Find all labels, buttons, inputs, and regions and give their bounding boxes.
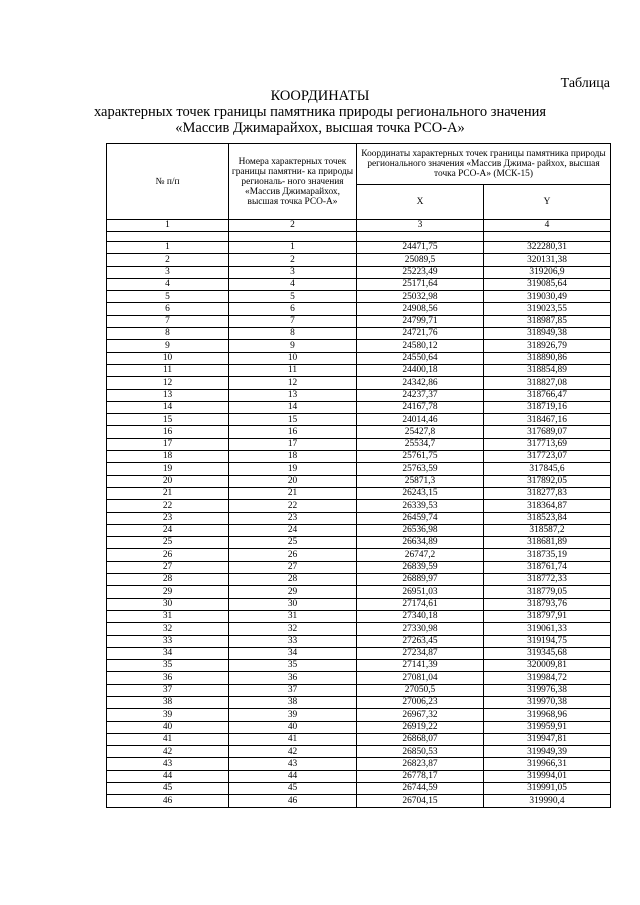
y-coordinate: 317689,07 (484, 426, 611, 438)
row-number: 31 (107, 610, 229, 622)
y-coordinate: 318772,33 (484, 574, 611, 586)
y-coordinate: 318761,74 (484, 561, 611, 573)
point-number: 14 (229, 401, 357, 413)
row-number: 11 (107, 364, 229, 376)
y-coordinate: 322280,31 (484, 242, 611, 254)
row-number: 16 (107, 426, 229, 438)
point-number: 37 (229, 684, 357, 696)
row-number: 2 (107, 254, 229, 266)
y-coordinate: 318793,76 (484, 598, 611, 610)
y-coordinate: 318797,91 (484, 610, 611, 622)
coordinates-table (106, 143, 611, 808)
table-row (107, 512, 611, 524)
y-coordinate: 320009,81 (484, 660, 611, 672)
x-coordinate: 26889,97 (357, 574, 484, 586)
table-row (107, 524, 611, 536)
x-coordinate: 24014,46 (357, 414, 484, 426)
table-row (107, 340, 611, 352)
x-coordinate: 26747,2 (357, 549, 484, 561)
y-coordinate: 318587,2 (484, 524, 611, 536)
x-coordinate: 27081,04 (357, 672, 484, 684)
point-number: 27 (229, 561, 357, 573)
row-number: 41 (107, 733, 229, 745)
title-line: «Массив Джимарайхох, высшая точка РСО-А» (175, 120, 465, 136)
y-coordinate: 319030,49 (484, 291, 611, 303)
x-coordinate: 27234,87 (357, 647, 484, 659)
row-number: 17 (107, 438, 229, 450)
y-coordinate: 319206,9 (484, 266, 611, 278)
table-row (107, 500, 611, 512)
x-coordinate: 26744,59 (357, 783, 484, 795)
y-coordinate: 319947,81 (484, 733, 611, 745)
header-coordinates: Координаты характерных точек границы памятника природы регионального значения «Массив Джима- райхох, высшая точка РСО-А» (МСК-15) (357, 144, 611, 185)
y-coordinate: 318779,05 (484, 586, 611, 598)
y-coordinate: 319991,05 (484, 783, 611, 795)
row-number: 25 (107, 537, 229, 549)
point-number: 22 (229, 500, 357, 512)
point-number: 29 (229, 586, 357, 598)
y-coordinate: 319959,91 (484, 721, 611, 733)
point-number: 11 (229, 364, 357, 376)
point-number: 5 (229, 291, 357, 303)
x-coordinate: 26778,17 (357, 770, 484, 782)
x-coordinate: 24550,64 (357, 352, 484, 364)
point-number: 15 (229, 414, 357, 426)
x-coordinate: 26951,03 (357, 586, 484, 598)
y-coordinate: 318719,16 (484, 401, 611, 413)
point-number: 46 (229, 795, 357, 807)
index-cell: 2 (229, 220, 357, 232)
point-number: 17 (229, 438, 357, 450)
spacer-cell (107, 232, 229, 242)
table-row (107, 672, 611, 684)
y-coordinate: 318277,83 (484, 487, 611, 499)
point-number: 42 (229, 746, 357, 758)
y-coordinate: 318735,19 (484, 549, 611, 561)
table-row (107, 487, 611, 499)
point-number: 26 (229, 549, 357, 561)
x-coordinate: 26919,22 (357, 721, 484, 733)
table-row (107, 278, 611, 290)
point-number: 19 (229, 463, 357, 475)
y-coordinate: 318949,38 (484, 328, 611, 340)
table-row (107, 684, 611, 696)
row-number: 30 (107, 598, 229, 610)
point-number: 36 (229, 672, 357, 684)
point-number: 4 (229, 278, 357, 290)
title-line: КООРДИНАТЫ (270, 88, 370, 104)
x-coordinate: 26839,59 (357, 561, 484, 573)
table-row (107, 537, 611, 549)
row-number: 20 (107, 475, 229, 487)
point-number: 43 (229, 758, 357, 770)
table-row (107, 635, 611, 647)
table-row (107, 303, 611, 315)
table-row (107, 438, 611, 450)
x-coordinate: 24721,76 (357, 328, 484, 340)
x-coordinate: 25089,5 (357, 254, 484, 266)
x-coordinate: 27340,18 (357, 610, 484, 622)
x-coordinate: 25032,98 (357, 291, 484, 303)
point-number: 8 (229, 328, 357, 340)
y-coordinate: 319970,38 (484, 696, 611, 708)
y-coordinate: 318987,85 (484, 315, 611, 327)
y-coordinate: 317723,07 (484, 451, 611, 463)
row-number: 37 (107, 684, 229, 696)
x-coordinate: 27330,98 (357, 623, 484, 635)
row-number: 26 (107, 549, 229, 561)
spacer-cell (357, 232, 484, 242)
row-number: 6 (107, 303, 229, 315)
y-coordinate: 319949,39 (484, 746, 611, 758)
row-number: 28 (107, 574, 229, 586)
table-row (107, 328, 611, 340)
x-coordinate: 26850,53 (357, 746, 484, 758)
table-row (107, 770, 611, 782)
header-x: X (357, 185, 484, 220)
row-number: 34 (107, 647, 229, 659)
y-coordinate: 318364,87 (484, 500, 611, 512)
point-number: 31 (229, 610, 357, 622)
x-coordinate: 24400,18 (357, 364, 484, 376)
y-coordinate: 319984,72 (484, 672, 611, 684)
y-coordinate: 319023,55 (484, 303, 611, 315)
y-coordinate: 319976,38 (484, 684, 611, 696)
index-cell: 4 (484, 220, 611, 232)
x-coordinate: 24471,75 (357, 242, 484, 254)
row-number: 35 (107, 660, 229, 672)
point-number: 45 (229, 783, 357, 795)
title-line: характерных точек границы памятника природы регионального значения (93, 104, 547, 120)
document-title (0, 88, 640, 136)
x-coordinate: 25763,59 (357, 463, 484, 475)
y-coordinate: 317845,6 (484, 463, 611, 475)
row-number: 8 (107, 328, 229, 340)
table-row (107, 549, 611, 561)
table-row (107, 574, 611, 586)
x-coordinate: 25534,7 (357, 438, 484, 450)
x-coordinate: 27141,39 (357, 660, 484, 672)
point-number: 41 (229, 733, 357, 745)
y-coordinate: 319345,68 (484, 647, 611, 659)
table-row (107, 254, 611, 266)
y-coordinate: 317892,05 (484, 475, 611, 487)
table-row (107, 377, 611, 389)
table-row (107, 598, 611, 610)
row-number: 15 (107, 414, 229, 426)
table-row (107, 709, 611, 721)
x-coordinate: 25427,8 (357, 426, 484, 438)
x-coordinate: 26634,89 (357, 537, 484, 549)
row-number: 5 (107, 291, 229, 303)
y-coordinate: 318890,86 (484, 352, 611, 364)
point-number: 33 (229, 635, 357, 647)
x-coordinate: 26704,15 (357, 795, 484, 807)
row-number: 27 (107, 561, 229, 573)
x-coordinate: 26967,32 (357, 709, 484, 721)
x-coordinate: 24580,12 (357, 340, 484, 352)
point-number: 35 (229, 660, 357, 672)
x-coordinate: 24342,86 (357, 377, 484, 389)
table-row (107, 721, 611, 733)
table-row (107, 647, 611, 659)
y-coordinate: 317713,69 (484, 438, 611, 450)
table-row (107, 623, 611, 635)
row-number: 33 (107, 635, 229, 647)
row-number: 22 (107, 500, 229, 512)
index-cell: 3 (357, 220, 484, 232)
table-row (107, 783, 611, 795)
x-coordinate: 26243,15 (357, 487, 484, 499)
y-coordinate: 318854,89 (484, 364, 611, 376)
point-number: 21 (229, 487, 357, 499)
table-row (107, 352, 611, 364)
x-coordinate: 27174,61 (357, 598, 484, 610)
point-number: 24 (229, 524, 357, 536)
x-coordinate: 27263,45 (357, 635, 484, 647)
point-number: 9 (229, 340, 357, 352)
row-number: 23 (107, 512, 229, 524)
x-coordinate: 26823,87 (357, 758, 484, 770)
point-number: 32 (229, 623, 357, 635)
row-number: 18 (107, 451, 229, 463)
point-number: 39 (229, 709, 357, 721)
row-number: 29 (107, 586, 229, 598)
table-row (107, 291, 611, 303)
point-number: 25 (229, 537, 357, 549)
x-coordinate: 24799,71 (357, 315, 484, 327)
table-row (107, 561, 611, 573)
row-number: 10 (107, 352, 229, 364)
table-row (107, 586, 611, 598)
y-coordinate: 318766,47 (484, 389, 611, 401)
point-number: 12 (229, 377, 357, 389)
table-row (107, 795, 611, 807)
y-coordinate: 319994,01 (484, 770, 611, 782)
row-number: 40 (107, 721, 229, 733)
point-number: 1 (229, 242, 357, 254)
table-row (107, 660, 611, 672)
table-row (107, 758, 611, 770)
point-number: 18 (229, 451, 357, 463)
index-cell: 1 (107, 220, 229, 232)
row-number: 43 (107, 758, 229, 770)
table-row (107, 364, 611, 376)
table-body (107, 242, 611, 808)
x-coordinate: 25171,64 (357, 278, 484, 290)
row-number: 12 (107, 377, 229, 389)
table-row (107, 746, 611, 758)
x-coordinate: 27050,5 (357, 684, 484, 696)
row-number: 36 (107, 672, 229, 684)
row-number: 21 (107, 487, 229, 499)
point-number: 30 (229, 598, 357, 610)
table-row (107, 426, 611, 438)
table-row (107, 414, 611, 426)
y-coordinate: 319194,75 (484, 635, 611, 647)
y-coordinate: 318926,79 (484, 340, 611, 352)
y-coordinate: 319061,33 (484, 623, 611, 635)
point-number: 13 (229, 389, 357, 401)
row-number: 38 (107, 696, 229, 708)
row-number: 19 (107, 463, 229, 475)
spacer-cell (484, 232, 611, 242)
header-point-number: Номера характерных точек границы памятни- ка природы региональ- ного значения «Массив Джимарайхох, высшая точка РСО-А» (229, 144, 357, 220)
y-coordinate: 319085,64 (484, 278, 611, 290)
table-row (107, 242, 611, 254)
row-number: 3 (107, 266, 229, 278)
x-coordinate: 27006,23 (357, 696, 484, 708)
y-coordinate: 318523,84 (484, 512, 611, 524)
x-coordinate: 26868,07 (357, 733, 484, 745)
y-coordinate: 318681,89 (484, 537, 611, 549)
table-row (107, 733, 611, 745)
row-number: 13 (107, 389, 229, 401)
point-number: 20 (229, 475, 357, 487)
x-coordinate: 26536,98 (357, 524, 484, 536)
x-coordinate: 25761,75 (357, 451, 484, 463)
point-number: 23 (229, 512, 357, 524)
point-number: 7 (229, 315, 357, 327)
point-number: 16 (229, 426, 357, 438)
row-number: 7 (107, 315, 229, 327)
y-coordinate: 319966,31 (484, 758, 611, 770)
table-row (107, 475, 611, 487)
row-number: 1 (107, 242, 229, 254)
spacer-cell (229, 232, 357, 242)
header-y: Y (484, 185, 611, 220)
point-number: 3 (229, 266, 357, 278)
row-number: 4 (107, 278, 229, 290)
table-row (107, 696, 611, 708)
point-number: 2 (229, 254, 357, 266)
table-row (107, 451, 611, 463)
table-tag: Таблица (560, 76, 610, 91)
point-number: 28 (229, 574, 357, 586)
point-number: 10 (229, 352, 357, 364)
row-number: 46 (107, 795, 229, 807)
x-coordinate: 24167,78 (357, 401, 484, 413)
y-coordinate: 319968,96 (484, 709, 611, 721)
table-row (107, 463, 611, 475)
point-number: 34 (229, 647, 357, 659)
point-number: 6 (229, 303, 357, 315)
table-row (107, 266, 611, 278)
row-number: 14 (107, 401, 229, 413)
table-row (107, 315, 611, 327)
y-coordinate: 318827,08 (484, 377, 611, 389)
x-coordinate: 26339,53 (357, 500, 484, 512)
x-coordinate: 25871,3 (357, 475, 484, 487)
x-coordinate: 25223,49 (357, 266, 484, 278)
x-coordinate: 24237,37 (357, 389, 484, 401)
point-number: 40 (229, 721, 357, 733)
point-number: 44 (229, 770, 357, 782)
row-number: 45 (107, 783, 229, 795)
row-number: 32 (107, 623, 229, 635)
row-number: 42 (107, 746, 229, 758)
table-row (107, 401, 611, 413)
table-row (107, 389, 611, 401)
row-number: 44 (107, 770, 229, 782)
y-coordinate: 319990,4 (484, 795, 611, 807)
point-number: 38 (229, 696, 357, 708)
y-coordinate: 320131,38 (484, 254, 611, 266)
header-num: № п/п (107, 144, 229, 220)
y-coordinate: 318467,16 (484, 414, 611, 426)
x-coordinate: 24908,56 (357, 303, 484, 315)
x-coordinate: 26459,74 (357, 512, 484, 524)
row-number: 24 (107, 524, 229, 536)
table-row (107, 610, 611, 622)
row-number: 9 (107, 340, 229, 352)
row-number: 39 (107, 709, 229, 721)
